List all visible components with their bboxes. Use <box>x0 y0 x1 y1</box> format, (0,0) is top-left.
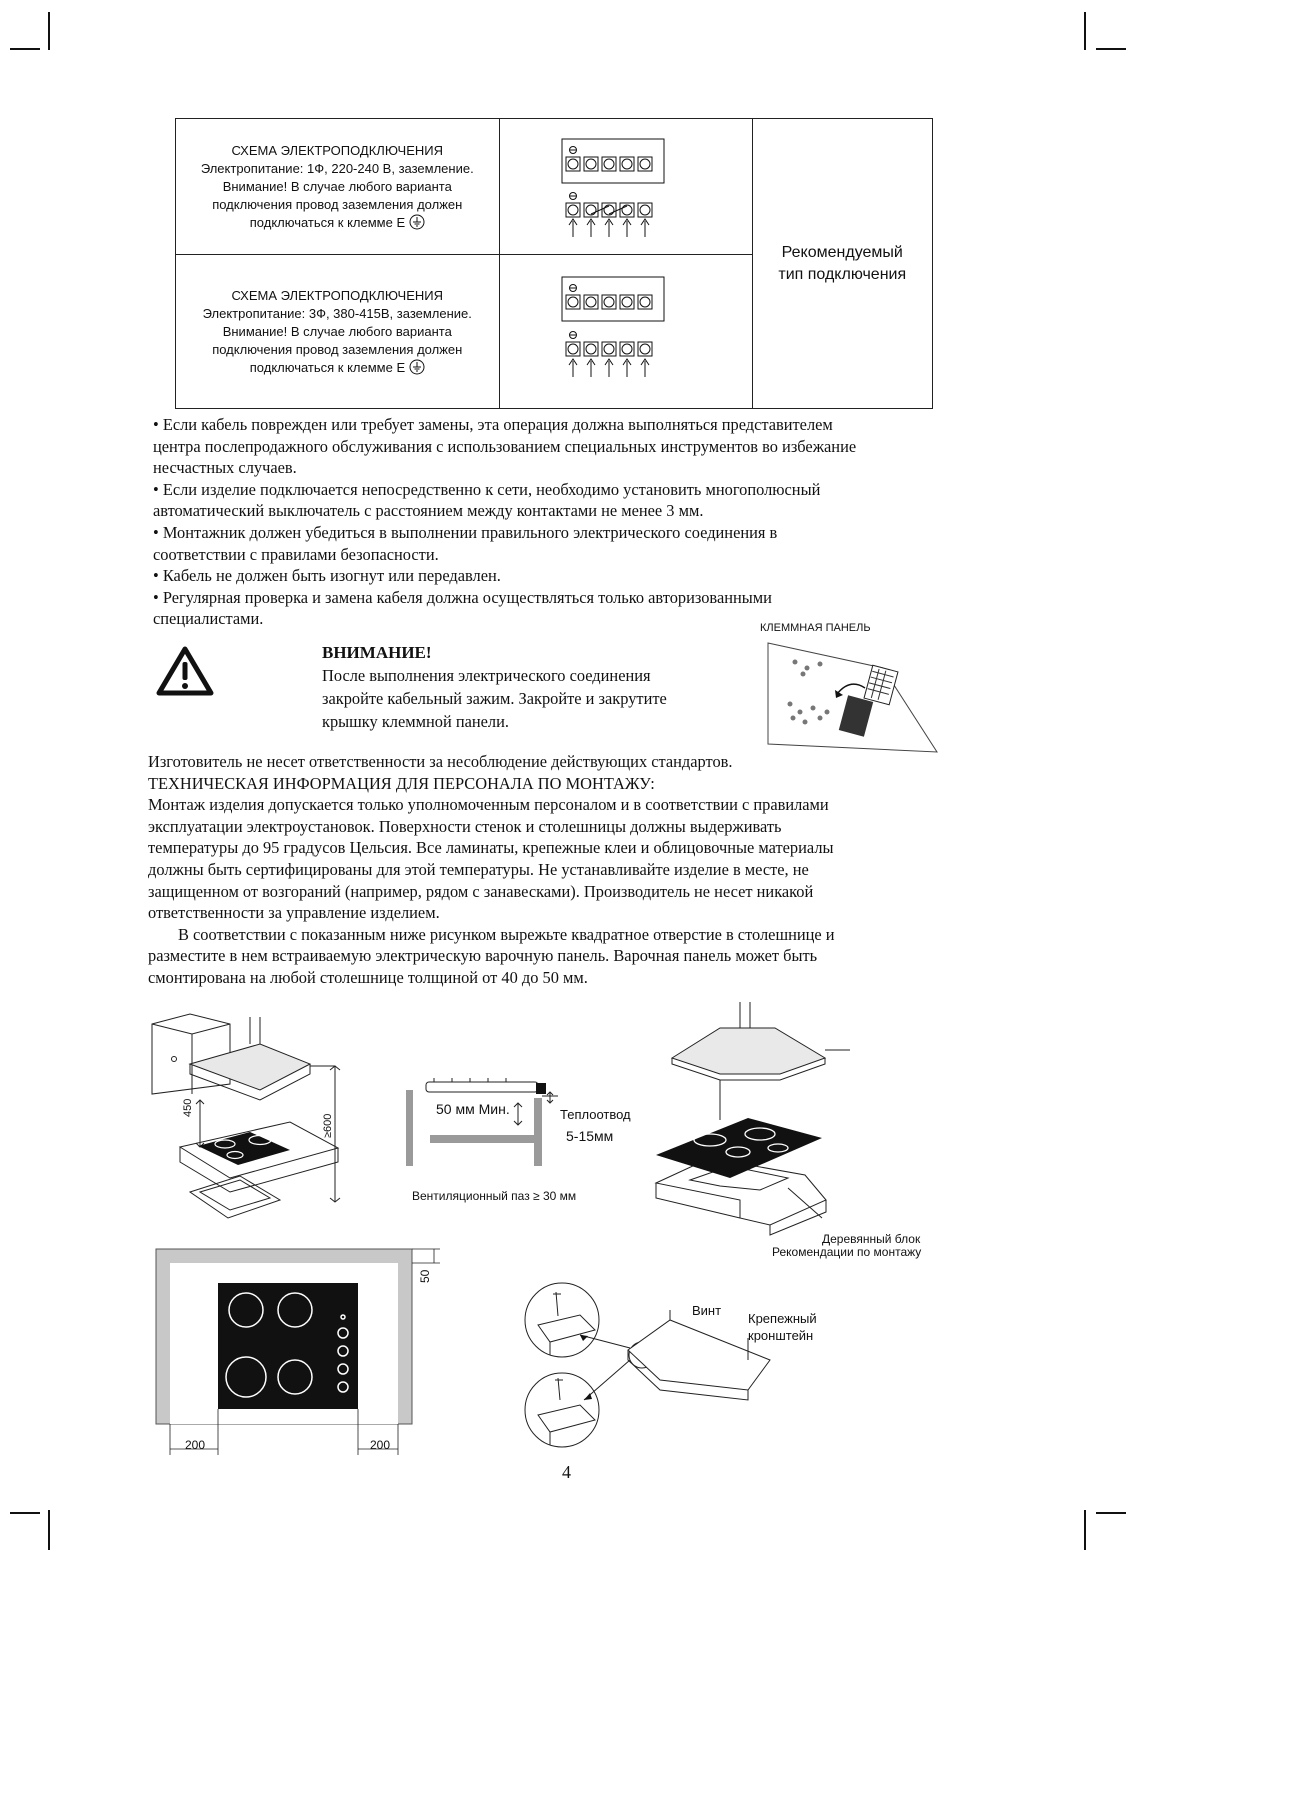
ground-icon <box>409 359 425 375</box>
section-heading: ТЕХНИЧЕСКАЯ ИНФОРМАЦИЯ ДЛЯ ПЕРСОНАЛА ПО МОНТАЖУ: <box>148 773 655 793</box>
text-line: крышку клеммной панели. <box>322 712 509 731</box>
dimension-200-left: 200 <box>185 1438 206 1452</box>
text-line: температуры до 95 градусов Цельсия. Все ламинаты, крепежные клеи и облицовочные материалы <box>148 838 834 858</box>
text-line: несчастных случаев. <box>153 458 297 478</box>
crop-mark <box>48 12 50 50</box>
text-line: • Если кабель поврежден или требует замены, эта операция должна выполняться представителем <box>153 415 833 434</box>
cutout-top-view-figure <box>150 1245 445 1460</box>
schema-power: Электропитание: 1Ф, 220-240 В, заземление. <box>200 160 474 176</box>
text-line: • Если изделие подключается непосредственно к сети, необходимо установить многополюсный <box>153 479 821 499</box>
recommended-label: тип подключения <box>778 265 907 283</box>
schema-warning-line: Внимание! В случае любого варианта <box>222 178 452 194</box>
heat-sink-label: Теплоотвод <box>560 1107 631 1122</box>
text-line: разместите в нем встраиваемую электрическую варочную панель. Варочная панель может быть <box>148 946 818 966</box>
recommended-label: Рекомендуемый <box>781 243 903 261</box>
gap-label: 5-15мм <box>566 1128 614 1144</box>
wooden-block-label: Деревянный блок <box>822 1232 921 1246</box>
terminal-block-diagram <box>500 119 752 249</box>
schema-title: СХЕМА ЭЛЕКТРОПОДКЛЮЧЕНИЯ <box>231 287 443 303</box>
schema-1phase-diagram <box>499 119 752 255</box>
bracket-mounting-figure <box>520 1280 790 1460</box>
text-line: соответствии с правилами безопасности. <box>153 544 439 564</box>
text-line: • Монтажник должен убедиться в выполнении правильного электрического соединения в <box>153 522 778 542</box>
text-line: должны быть сертифицированы для этой температуры. Не устанавливайте изделие в месте, не <box>148 859 809 879</box>
vent-slot-label: Вентиляционный паз ≥ 30 мм <box>412 1189 577 1203</box>
wooden-block-figure <box>650 1000 860 1240</box>
min-50mm-label: 50 мм Мин. <box>436 1101 510 1117</box>
text-line: • Регулярная проверка и замена кабеля должна осуществляться только авторизованными <box>153 587 772 607</box>
dimension-450: 450 <box>182 1098 194 1117</box>
dimension-200-right: 200 <box>370 1438 391 1452</box>
dimension-600: ≥600 <box>322 1113 334 1138</box>
text-line: В соответствии с показанным ниже рисунком вырежьте квадратное отверстие в столешнице и <box>178 924 835 944</box>
safety-bullets <box>153 414 856 630</box>
warning-block <box>322 641 667 733</box>
schema-warning-line: подключаться к клемме Е <box>249 359 406 375</box>
schema-warning-line: Внимание! В случае любого варианта <box>222 323 452 339</box>
text-line: закройте кабельный зажим. Закройте и закрутите <box>322 689 667 708</box>
schema-3phase-diagram <box>499 255 752 409</box>
terminal-panel-illustration <box>765 640 943 758</box>
text-line: автоматический выключатель с расстоянием между контактами не менее 3 мм. <box>153 501 704 521</box>
crop-mark <box>1096 1512 1126 1514</box>
terminal-block-diagram <box>500 255 752 403</box>
crop-mark <box>1084 1510 1086 1550</box>
text-line: После выполнения электрического соединения <box>322 666 651 685</box>
connection-schema-table <box>175 118 933 409</box>
text-line: Изготовитель не несет ответственности за несоблюдение действующих стандартов. <box>148 752 733 771</box>
schema-warning-line: подключения провод заземления должен <box>212 341 463 357</box>
dimension-50: 50 <box>418 1269 432 1283</box>
crop-mark <box>10 1512 40 1514</box>
text-line: ответственности за управление изделием. <box>148 903 440 923</box>
side-section-figure <box>400 1075 560 1175</box>
terminal-panel-label: КЛЕММНАЯ ПАНЕЛЬ <box>760 622 871 634</box>
text-line: • Кабель не должен быть изогнут или передавлен. <box>153 566 501 586</box>
schema-power: Электропитание: 3Ф, 380-415В, заземление. <box>202 305 472 321</box>
screw-label: Винт <box>692 1303 722 1318</box>
text-line: эксплуатации электроустановок. Поверхности стенок и столешницы должны выдерживать <box>148 816 782 836</box>
page-number: 4 <box>562 1462 571 1482</box>
text-line: центра послепродажного обслуживания с использованием специальных инструментов во избежание <box>153 436 857 456</box>
crop-mark <box>48 1510 50 1550</box>
warning-title: ВНИМАНИЕ! <box>322 643 432 662</box>
schema-title: СХЕМА ЭЛЕКТРОПОДКЛЮЧЕНИЯ <box>231 142 443 158</box>
crop-mark <box>1096 48 1126 50</box>
text-line: специалистами. <box>153 609 264 629</box>
crop-mark <box>10 48 40 50</box>
bracket-label-line: кронштейн <box>748 1328 814 1343</box>
schema-1phase-text <box>176 119 500 255</box>
text-line: Монтаж изделия допускается только уполномоченным персоналом и в соответствии с правилами <box>148 795 829 815</box>
bracket-label-line: Крепежный <box>748 1311 817 1326</box>
recommended-type-cell <box>752 119 932 409</box>
text-line: смонтирована на любой столешнице толщиной от 40 до 50 мм. <box>148 967 588 987</box>
bracket-label <box>748 1310 817 1344</box>
schema-warning-line: подключаться к клемме Е <box>249 214 406 230</box>
warning-triangle-icon <box>155 645 215 697</box>
mounting-recommendation-label: Рекомендации по монтажу <box>772 1245 922 1259</box>
crop-mark <box>1084 12 1086 50</box>
schema-3phase-text <box>176 255 500 409</box>
schema-warning-line: подключения провод заземления должен <box>212 196 463 212</box>
ground-icon <box>409 214 425 230</box>
text-line: защищенном от возгораний (например, рядом с занавесками). Производитель не несет никакой <box>148 881 814 901</box>
body-text <box>148 751 835 989</box>
